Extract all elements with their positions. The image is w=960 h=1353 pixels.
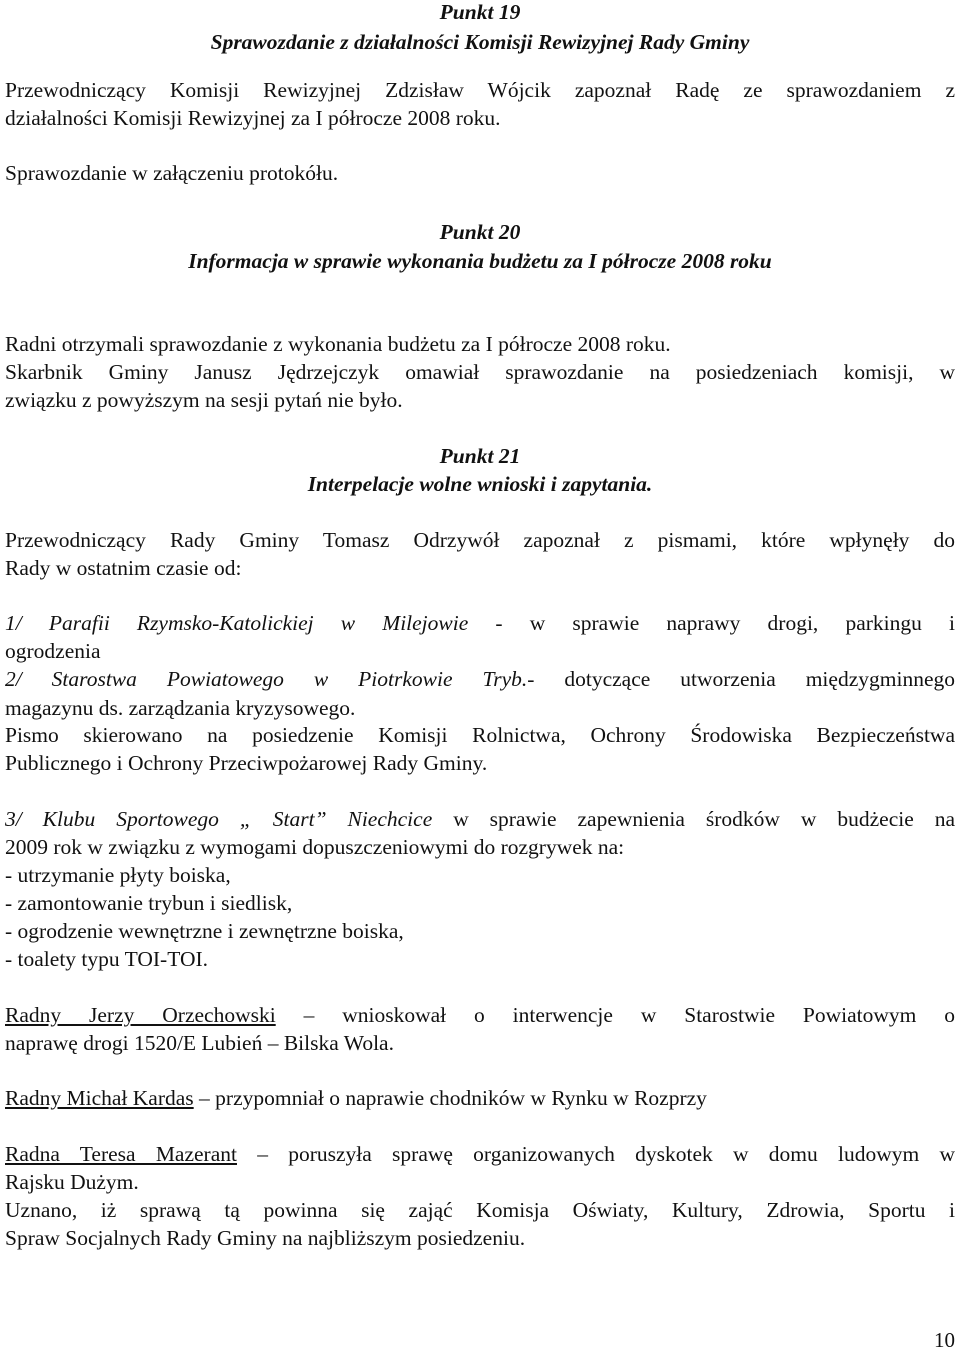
councillor-kardas-text: – przypomniał o naprawie chodników w Rynku w Rozprzy bbox=[193, 1086, 707, 1110]
councillor-kardas bbox=[5, 1088, 955, 1110]
letter-2-sender: 2/ Starostwa Powiatowego w Piotrkowie Tryb. bbox=[5, 667, 528, 691]
councillor-orzechowski bbox=[5, 1005, 955, 1027]
referral-line-1: Pismo skierowano na posiedzenie Komisji Rolnictwa, Ochrony Środowiska Bezpieczeństwa bbox=[5, 723, 955, 747]
letter-3-sender: 3/ Klubu Sportowego „ Start” Niechcice bbox=[5, 807, 433, 831]
councillor-kardas-name: Radny Michał Kardas bbox=[5, 1086, 194, 1110]
letter-3-subject: w sprawie zapewnienia środków w budżecie na bbox=[432, 807, 955, 831]
decision-line-1: Uznano, iż sprawą tą powinna się zająć Komisja Oświaty, Kultury, Zdrowia, Sportu i bbox=[5, 1198, 955, 1222]
letter-3-line-2: 2009 rok w związku z wymogami dopuszczeniowymi do rozgrywek na: bbox=[5, 835, 625, 859]
section-19-line-2: działalności Komisji Rewizyjnej za I półrocze 2008 roku. bbox=[5, 106, 501, 130]
intro-line-2: Rady w ostatnim czasie od: bbox=[5, 556, 242, 580]
section-19-line-1: Przewodniczący Komisji Rewizyjnej Zdzisław Wójcik zapoznał Radę ze sprawozdaniem z bbox=[5, 78, 955, 102]
councillor-orzechowski-text: – wnioskował o interwencje w Starostwie Powiatowym o bbox=[275, 1003, 955, 1027]
letter-2-subject: - dotyczące utworzenia międzygminnego bbox=[527, 667, 955, 691]
letter-1 bbox=[5, 613, 955, 635]
list-item: - utrzymanie płyty boiska, bbox=[5, 863, 231, 887]
councillor-orzechowski-line-2: naprawę drogi 1520/E Lubień – Bilska Wola. bbox=[5, 1031, 394, 1055]
councillor-orzechowski-name: Radny Jerzy Orzechowski bbox=[5, 1003, 276, 1027]
section-20-subtitle: Informacja w sprawie wykonania budżetu za I półrocze 2008 roku bbox=[188, 249, 772, 273]
list-item: - toalety typu TOI-TOI. bbox=[5, 947, 209, 971]
councillor-mazerant-text: – poruszyła sprawę organizowanych dyskotek w domu ludowym w bbox=[236, 1142, 955, 1166]
letter-1-subject: - w sprawie naprawy drogi, parkingu i bbox=[468, 611, 955, 635]
councillor-mazerant-line-2: Rajsku Dużym. bbox=[5, 1170, 139, 1194]
councillor-mazerant bbox=[5, 1144, 955, 1166]
section-19-line-3: Sprawozdanie w załączeniu protokółu. bbox=[5, 161, 339, 185]
intro-line-1: Przewodniczący Rady Gminy Tomasz Odrzywół zapoznał z pismami, które wpłynęły do bbox=[5, 528, 955, 552]
section-19-subtitle: Sprawozdanie z działalności Komisji Rewizyjnej Rady Gminy bbox=[210, 30, 750, 54]
list-item: - zamontowanie trybun i siedlisk, bbox=[5, 891, 293, 915]
section-20-title: Punkt 20 bbox=[439, 220, 521, 244]
letter-3 bbox=[5, 809, 955, 831]
referral-line-2: Publicznego i Ochrony Przeciwpożarowej Rady Gminy. bbox=[5, 751, 488, 775]
letter-2 bbox=[5, 669, 955, 691]
letter-2-line-2: magazynu ds. zarządzania kryzysowego. bbox=[5, 696, 356, 720]
letter-1-line-2: ogrodzenia bbox=[5, 639, 101, 663]
list-item: - ogrodzenie wewnętrzne i zewnętrzne boiska, bbox=[5, 919, 404, 943]
section-21-subtitle: Interpelacje wolne wnioski i zapytania. bbox=[307, 472, 653, 496]
decision-line-2: Spraw Socjalnych Rady Gminy na najbliższym posiedzeniu. bbox=[5, 1226, 526, 1250]
section-20-line-3: związku z powyższym na sesji pytań nie było. bbox=[5, 388, 403, 412]
page-number: 10 bbox=[934, 1328, 955, 1352]
councillor-mazerant-name: Radna Teresa Mazerant bbox=[5, 1142, 237, 1166]
section-20-line-1: Radni otrzymali sprawozdanie z wykonania budżetu za I półrocze 2008 roku. bbox=[5, 332, 671, 356]
letter-1-sender: 1/ Parafii Rzymsko-Katolickiej w Milejowie bbox=[5, 611, 469, 635]
section-19-title: Punkt 19 bbox=[439, 0, 521, 24]
section-21-title: Punkt 21 bbox=[439, 444, 521, 468]
section-20-line-2: Skarbnik Gminy Janusz Jędrzejczyk omawiał sprawozdanie na posiedzeniach komisji, w bbox=[5, 360, 955, 384]
